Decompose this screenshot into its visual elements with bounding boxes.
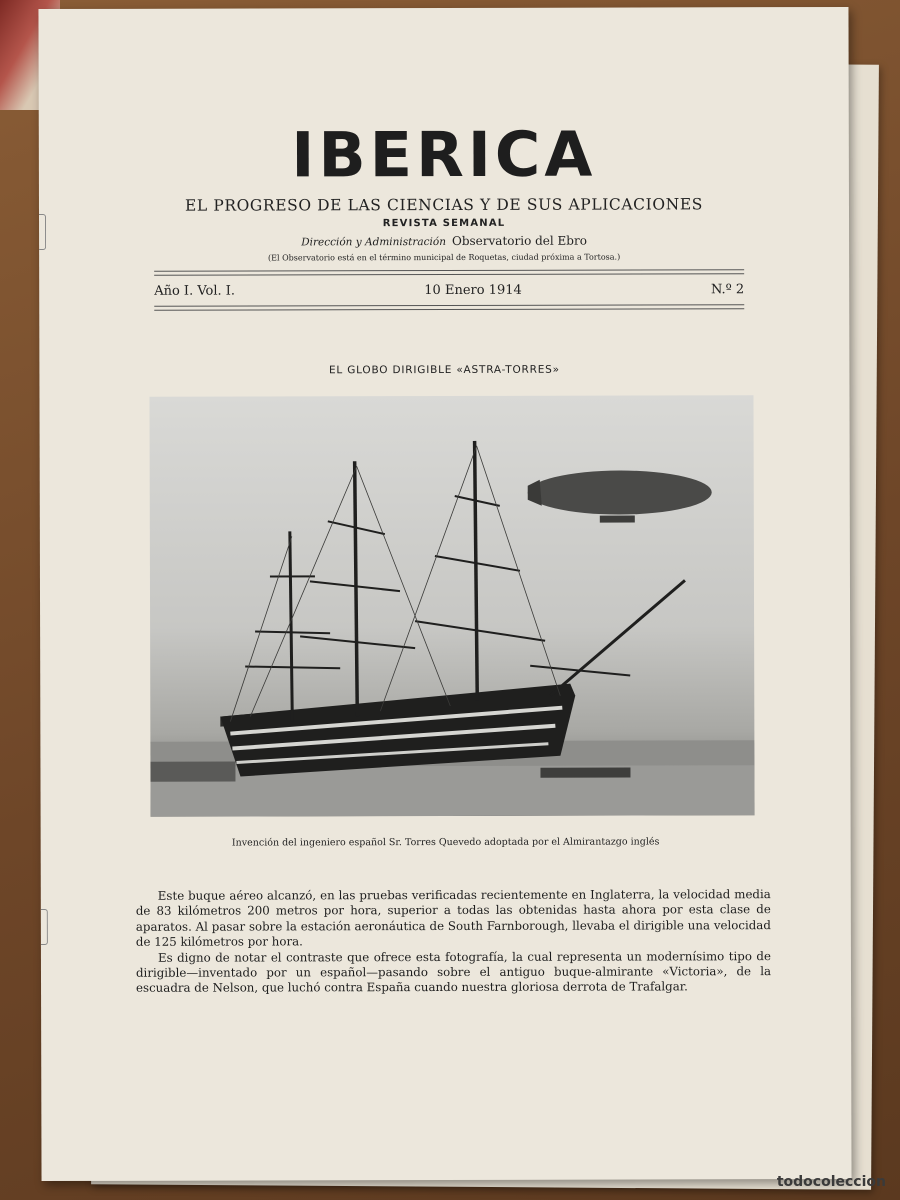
- magazine-page: [38, 7, 851, 1181]
- direction-value: Observatorio del Ebro: [451, 233, 587, 248]
- rule-bottom-1: [154, 304, 744, 307]
- article-paragraph-1: Este buque aéreo alcanzó, en las pruebas verificadas recientemente en Inglaterra, la velocidad media de 83 kilómetros 200 metros por hora, superior a todas las obtenidas hasta ahora por esta clase de aparatos. Al pasar sobre la estación aeronáutica de South Farnborough, llevaba el dirigible una velocidad de 125 kilómetros por hora.: [135, 887, 771, 950]
- issue-info-row: [154, 282, 744, 299]
- location-note: (El Observatorio está en el término municipal de Roquetas, ciudad próxima a Tortosa.): [268, 252, 621, 263]
- photo-caption: Invención del ingeniero español Sr. Torres Quevedo adoptada por el Almirantazgo inglés: [231, 836, 660, 849]
- rule-top-1: [154, 269, 744, 272]
- airship-image: [528, 470, 712, 522]
- journal-subtitle: EL PROGRESO DE LAS CIENCIAS Y DE SUS APLICACIONES: [184, 195, 703, 215]
- journal-frequency: REVISTA SEMANAL: [382, 217, 506, 230]
- photo-illustration: [149, 395, 754, 817]
- issue-date: 10 Enero 1914: [424, 282, 522, 299]
- direction-label: Dirección y Administración: [301, 235, 447, 249]
- journal-direction: [39, 233, 849, 249]
- article-body: [136, 887, 771, 997]
- rule-top-2: [154, 273, 744, 276]
- journal-title: IBERICA: [291, 117, 597, 192]
- rule-bottom-2: [154, 308, 744, 311]
- article-paragraph-2: Es digno de notar el contraste que ofrece esta fotografía, la cual representa un modernísimo tipo de dirigible—inventado por un español—pasando sobre el antiguo buque-almirante «Victoria», de la escuadra de Nelson, que luchó contra España cuando nuestra gloriosa derrota de Trafalgar.: [135, 948, 772, 996]
- issue-number: N.º 2: [710, 282, 745, 298]
- watermark-logo: todocoleccion: [776, 1174, 886, 1190]
- staple-bottom: [41, 909, 48, 945]
- issue-year-volume: Año I. Vol. I.: [154, 283, 236, 299]
- article-title: EL GLOBO DIRIGIBLE «ASTRA-TORRES»: [328, 363, 560, 377]
- photograph-ship-and-airship: [149, 395, 754, 817]
